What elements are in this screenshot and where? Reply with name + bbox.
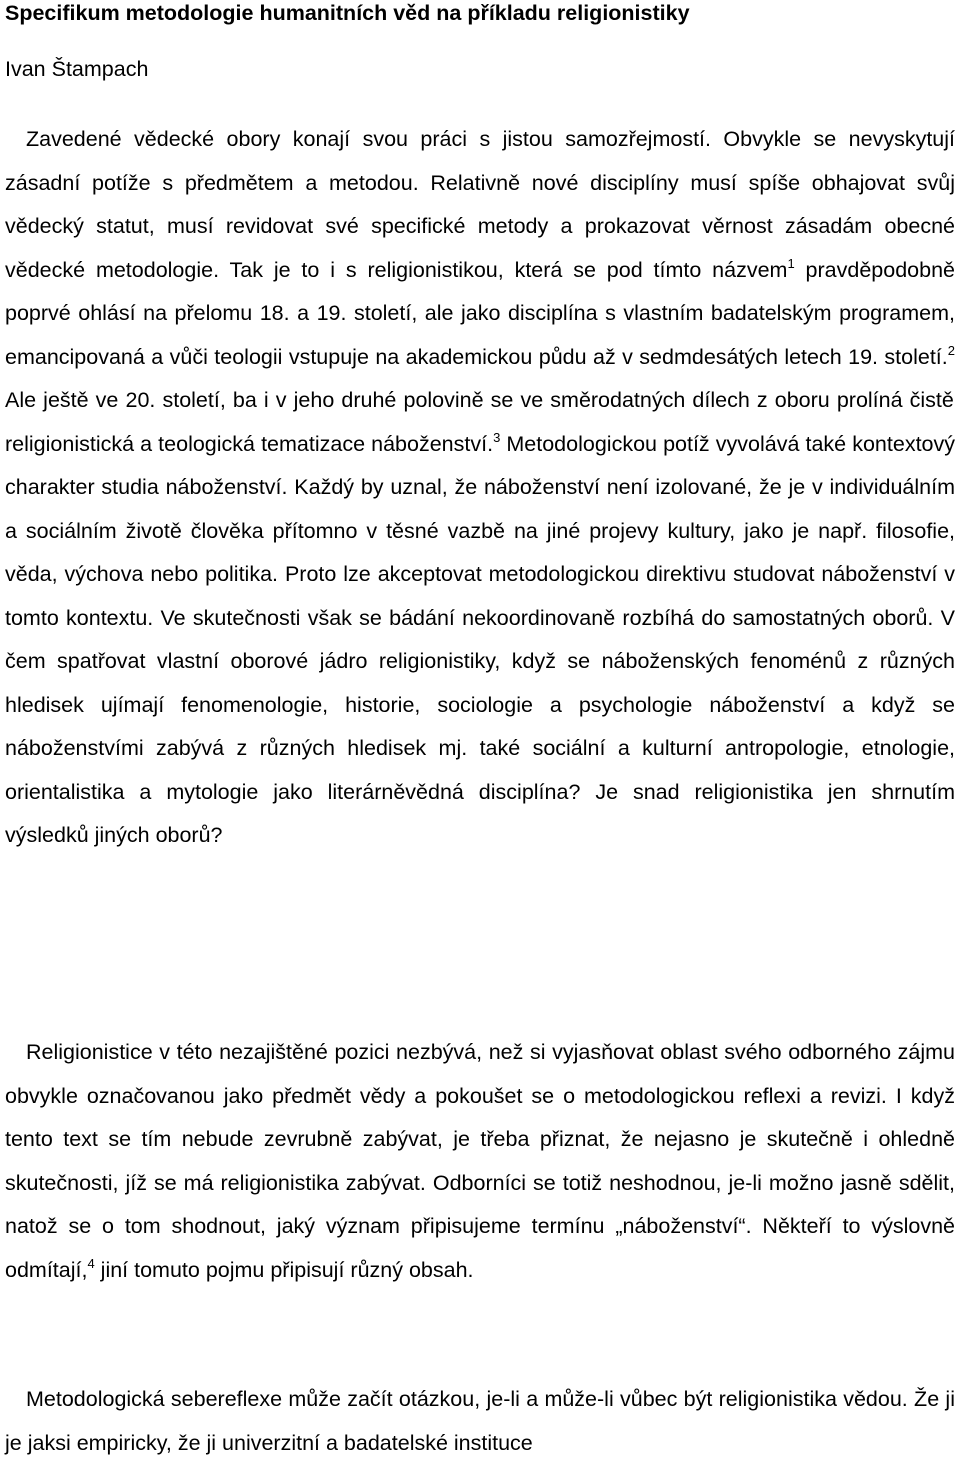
paragraph-text: Ale ještě ve 20. století, ba i v jeho druhé polovině se ve směrodatných dílech z oboru prolíná čistě religionistická a teologická tematizace náboženství. [5, 388, 954, 456]
footnote-marker[interactable]: 2 [947, 342, 955, 358]
footnote-marker[interactable]: 1 [787, 255, 795, 271]
document-title: Specifikum metodologie humanitních věd na příkladu religionistiky [5, 1, 690, 25]
paragraph-text: Zavedené vědecké obory konají svou práci s jistou samozřejmostí. Obvykle se nevyskytují zásadní potíže s předmětem a metodou. Relativně nové disciplíny musí spíše obhajovat svůj vědecký statut, musí revidovat své specifické metody a prokazovat věrnost zásadám obecné vědecké metodologie. Tak je to i s religionistikou, která se pod tímto názvem [5, 127, 955, 282]
paragraph-text: Metodologická sebereflexe může začít otázkou, je-li a může-li vůbec být religionistika vědou. Že ji je jaksi empiricky, že ji univerzitní a badatelské instituce [5, 1387, 955, 1455]
paragraph-2 [5, 1031, 955, 1292]
paragraph-text: pravděpodobně poprvé ohlásí na přelomu 18. a 19. století, ale jako disciplína s vlastním badatelským programem, emancipovaná a vůči teologii vstupuje na akademickou půdu až v sedmdesátých letech 19. století. [5, 257, 955, 369]
paragraph-text: Religionistice v této nezajištěné pozici nezbývá, než si vyjasňovat oblast svého odborného zájmu obvykle označovanou jako předmět vědy a pokoušet se o metodologickou reflexi a revizi. I když tento text se tím nebude zevrubně zabývat, je třeba přiznat, že nejasno je skutečně i ohledně skutečnosti, jíž se má religionistika zabývat. Odborníci se totiž neshodnou, je-li možno jasně sdělit, natož se o tom shodnout, jaký význam připisujeme termínu „náboženství“. Někteří to výslovně odmítají, [5, 1040, 955, 1282]
paragraph-text: Metodologickou potíž vyvolává také kontextový charakter studia náboženství. Každý by uznal, že náboženství není izolované, že je v individuálním a sociálním životě člověka přítomno v těsné vazbě na jiné projevy kultury, jako je např. filosofie, věda, výchova nebo politika. Proto lze akceptovat metodologickou direktivu studovat náboženství v tomto kontextu. Ve skutečnosti však se bádání nekoordinovaně rozbíhá do samostatných oborů. V čem spatřovat vlastní oborové jádro religionistiky, když se náboženských fenoménů z různých hledisek ujímají fenomenologie, historie, sociologie a psychologie náboženství a když se náboženstvími zabývá z různých hledisek mj. také sociální a kulturní antropologie, etnologie, orientalistika a mytologie jako literárněvědná disciplína? Je snad religionistika jen shrnutím výsledků jiných oborů? [5, 431, 956, 847]
paragraph-text: jiní tomuto pojmu připisují různý obsah. [94, 1257, 474, 1282]
paragraph-3 [5, 1378, 955, 1465]
footnote-marker[interactable]: 4 [87, 1255, 95, 1271]
document-author: Ivan Štampach [5, 57, 149, 81]
footnote-marker[interactable]: 3 [493, 429, 501, 445]
paragraph-1 [5, 118, 955, 858]
